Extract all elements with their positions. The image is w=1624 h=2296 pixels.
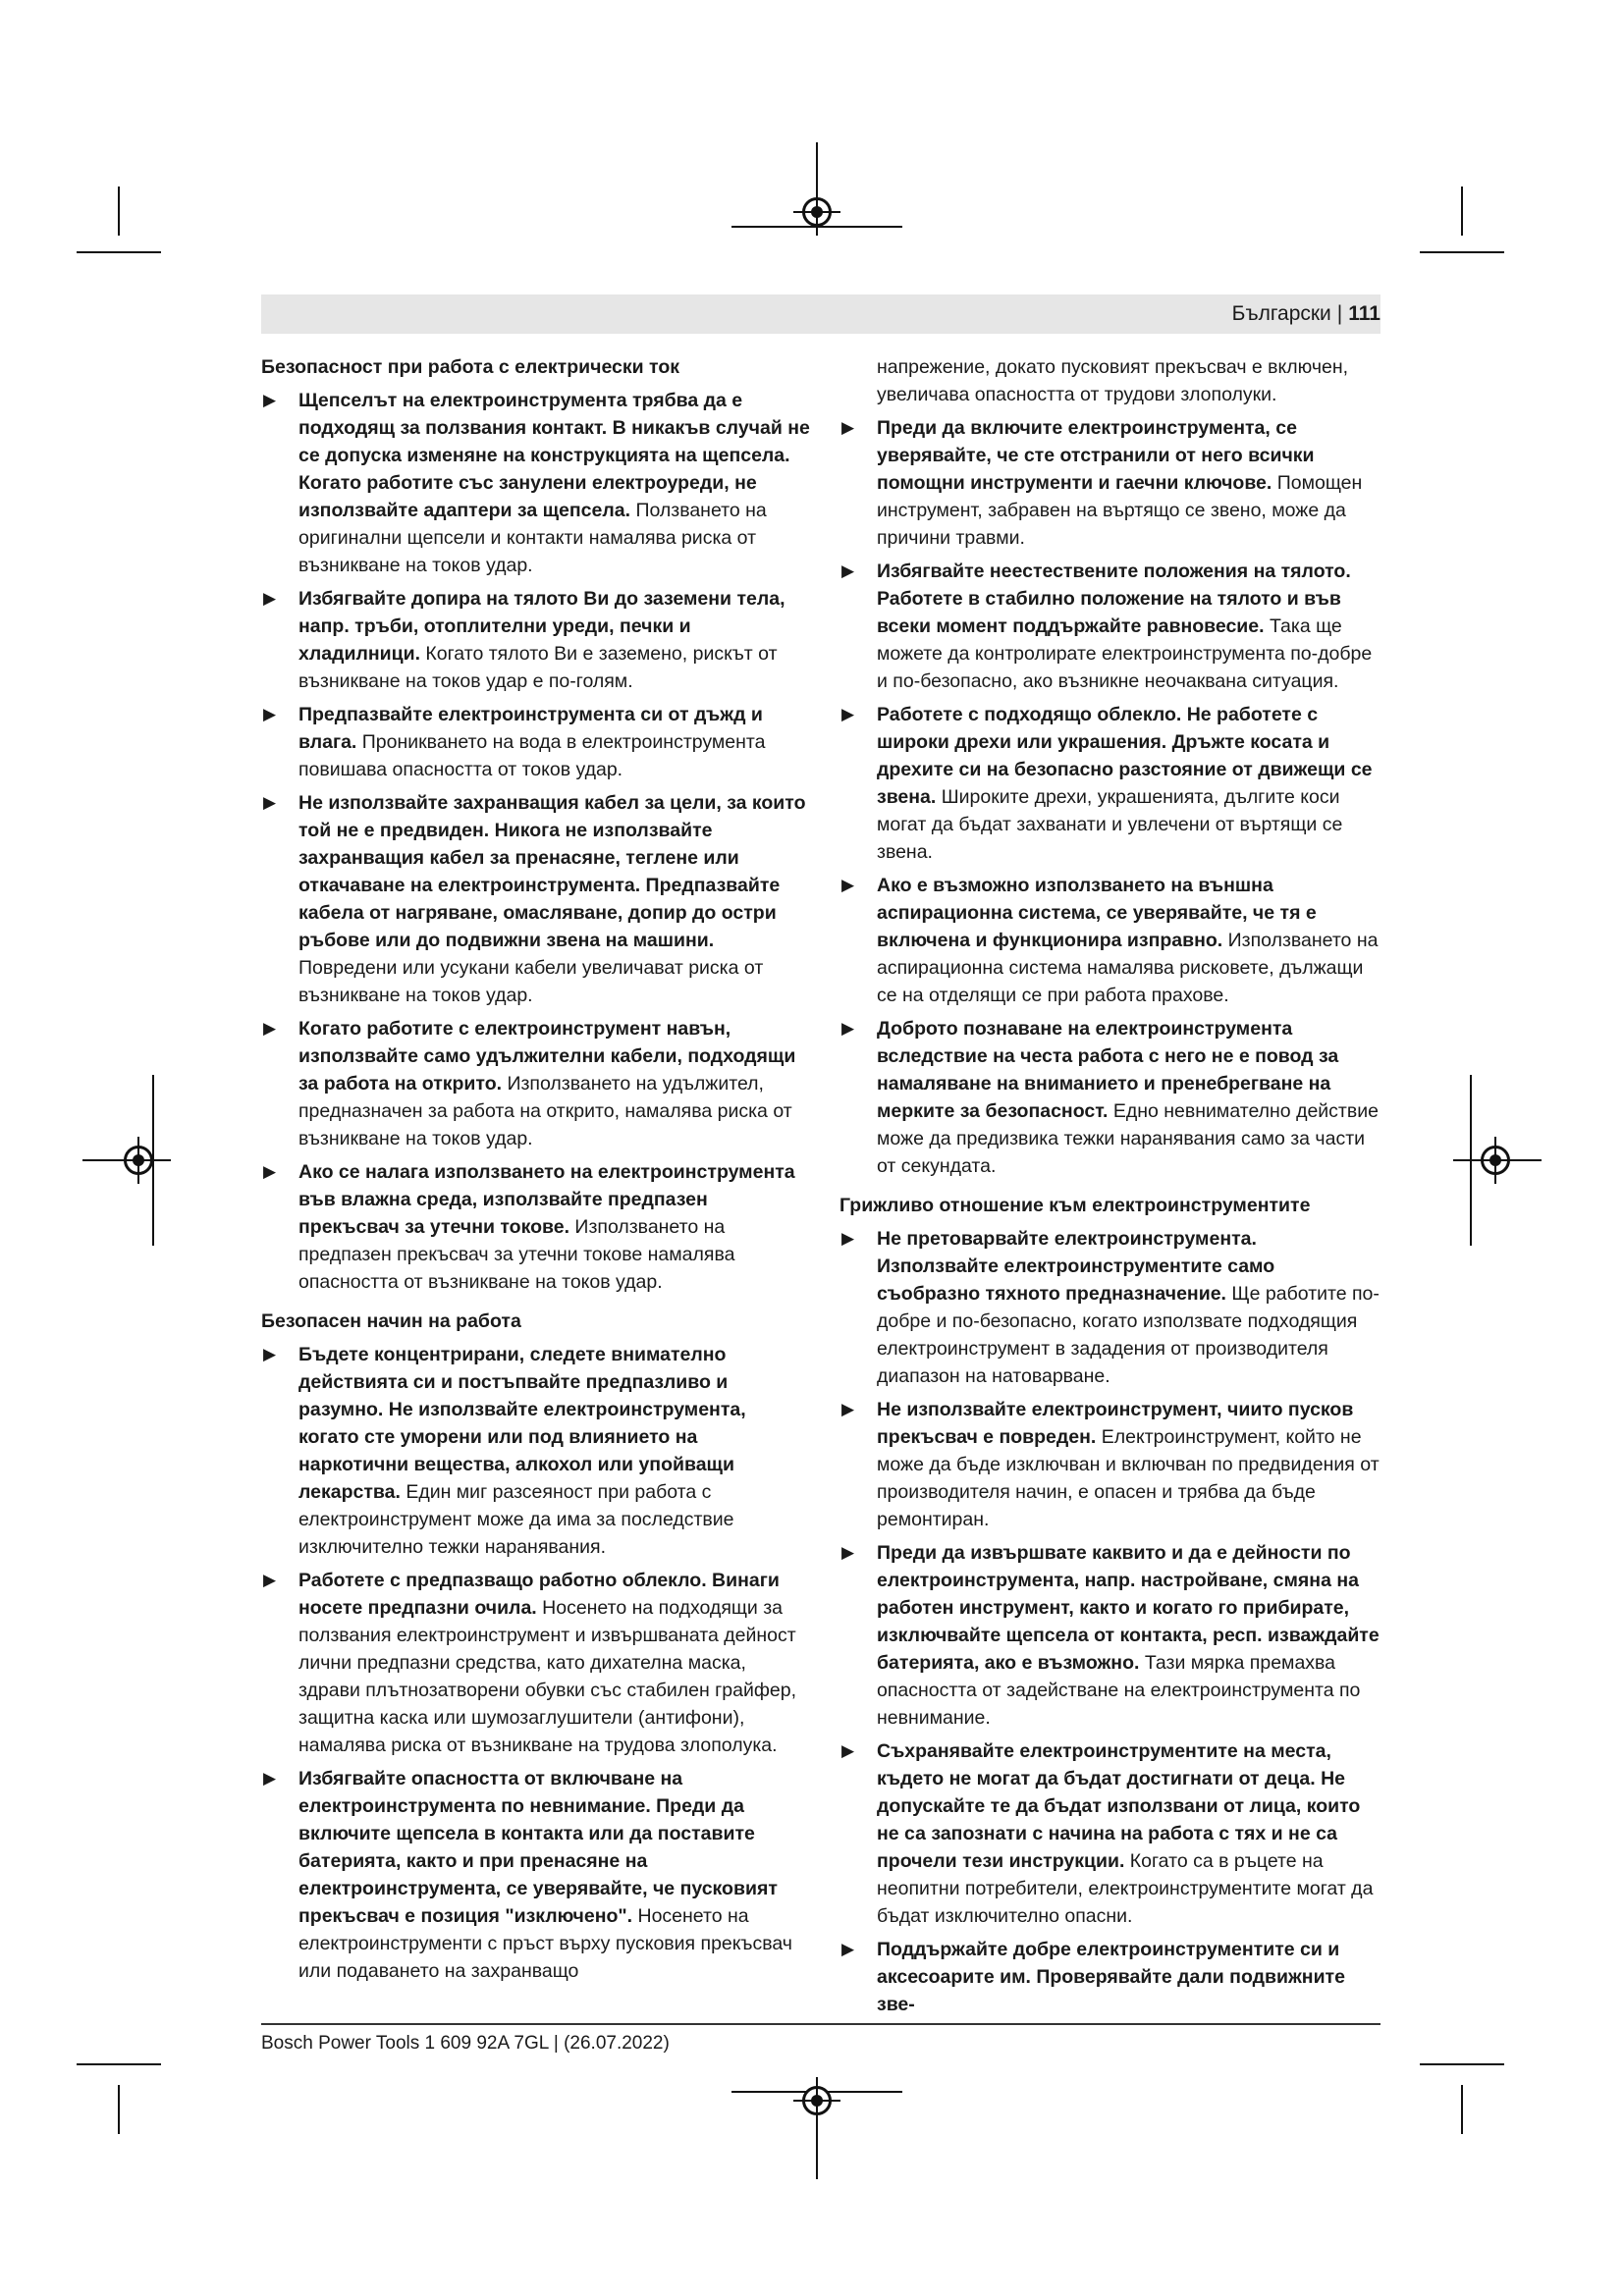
list-item — [839, 1539, 1380, 1732]
item-bold-text: Поддържайте добре електроинструментите си и аксесоарите им. Проверявайте дали подвижните зве- — [877, 1939, 1345, 2015]
list-item — [839, 1737, 1380, 1930]
list-item — [839, 558, 1380, 695]
item-normal-text: Използването на аспирационна система намалява рисковете, дължащи се на отделящи се при работа прахове. — [877, 930, 1379, 1006]
item-normal-text: Носенето на електроинструменти с пръст върху пусковия прекъсвач или подаването на захранващо — [298, 1905, 792, 1982]
list-item — [839, 1015, 1380, 1180]
item-normal-text: Тази мярка премахва опасността от задействане на електроинструмента по невнимание. — [877, 1652, 1361, 1729]
continued-text: напрежение, докато пусковият прекъсвач е включен, увеличава опасността от трудови злополуки. — [877, 356, 1349, 405]
registration-mark-top — [802, 197, 832, 227]
item-bold-text: Не използвайте електроинструмент, чиито пусков прекъсвач е повреден. — [877, 1399, 1354, 1448]
item-bold-text: Не претоварвайте електроинструмента. Използвайте електроинструментите само съобразно тяхното предназначение. — [877, 1228, 1275, 1305]
list-item — [261, 1567, 811, 1759]
left-column — [261, 353, 811, 1991]
bullet-arrow-icon: ▶ — [841, 1019, 855, 1038]
bullet-arrow-icon: ▶ — [263, 1571, 277, 1589]
list-item — [261, 585, 811, 695]
item-normal-text: Повредени или усукани кабели увеличават риска от възникване на токов удар. — [298, 957, 764, 1006]
bullet-arrow-icon: ▶ — [841, 1940, 855, 1958]
bullet-arrow-icon: ▶ — [263, 1019, 277, 1038]
item-bold-text: Съхранявайте електроинструментите на места, където не могат да бъдат достигнати от деца. Не допускайте те да бъдат използвани от лица, които не са запознати с начина на работа с тях и не са прочели тези инструкции. — [877, 1740, 1361, 1872]
item-bold-text: Избягвайте неестествените положения на тялото. Работете в стабилно положение на тялото и във всеки момент поддържайте равновесие. — [877, 561, 1351, 637]
list-item — [261, 1158, 811, 1296]
list-item — [839, 1225, 1380, 1390]
bullet-arrow-icon: ▶ — [841, 1543, 855, 1562]
item-normal-text: Електроинструмент, който не може да бъде изключван и включван по предвидения от производителя начин, е опасен и трябва да бъде ремонтиран. — [877, 1426, 1380, 1530]
section-heading: Грижливо отношение към електроинструментите — [839, 1195, 1311, 1216]
bullet-arrow-icon: ▶ — [263, 1345, 277, 1363]
bullet-arrow-icon: ▶ — [841, 705, 855, 723]
list-item — [261, 701, 811, 783]
item-bold-text: Бъдете концентрирани, следете внимателно действията си и постъпвайте предпазливо и разумно. Не използвайте електроинструмента, когато сте уморени или под влиянието на наркотични вещества, алкохол или упойващи лекарства. — [298, 1344, 746, 1503]
registration-mark-bottom — [802, 2086, 832, 2115]
list-item — [261, 1341, 811, 1561]
list-item — [261, 1765, 811, 1985]
item-normal-text: Когато са в ръцете на неопитни потребители, електроинструментите могат да бъдат изключително опасни. — [877, 1850, 1374, 1927]
list-item — [261, 789, 811, 1009]
registration-mark-right — [1481, 1146, 1510, 1175]
bullet-arrow-icon: ▶ — [263, 391, 277, 409]
bullet-arrow-icon: ▶ — [263, 793, 277, 812]
footer-divider — [261, 2023, 1380, 2025]
crop-mark — [1461, 2085, 1463, 2134]
item-bold-text: Доброто познаване на електроинструмента вследствие на честа работа с него не е повод за намаляване на вниманието и пренебрегване на мерките за безопасност. — [877, 1018, 1339, 1122]
bullet-arrow-icon: ▶ — [841, 1229, 855, 1248]
bullet-arrow-icon: ▶ — [841, 1400, 855, 1418]
right-column — [839, 353, 1380, 2024]
item-bold-text: Преди да включите електроинструмента, се уверявайте, че сте отстранили от него всички помощни инструменти и гаечни ключове. — [877, 417, 1315, 494]
item-normal-text: Когато тялото Ви е заземено, рискът от възникване на токов удар е по-голям. — [298, 643, 778, 692]
item-bold-text: Предпазвайте електроинструмента си от дъжд и влага. — [298, 704, 763, 753]
crop-mark — [816, 2120, 818, 2179]
item-bold-text: Когато работите с електроинструмент навън, използвайте само удължителни кабели, подходящи за работа на открито. — [298, 1018, 796, 1095]
crop-mark — [118, 2085, 120, 2134]
list-item — [839, 701, 1380, 866]
bullet-arrow-icon: ▶ — [263, 705, 277, 723]
list-item — [261, 387, 811, 579]
list-item — [261, 1015, 811, 1152]
item-normal-text: Проникването на вода в електроинструмента повишава опасността от токов удар. — [298, 731, 766, 780]
item-normal-text: Ще работите по-добре и по-безопасно, когато използвате подходящия електроинструмент в зададения от производителя диапазон на натоварване. — [877, 1283, 1380, 1387]
crop-mark — [77, 251, 161, 253]
item-bold-text: Ако е възможно използването на външна аспирационна система, се уверявайте, че тя е включена и функционира изправно. — [877, 875, 1317, 951]
item-normal-text: Използването на удължител, предназначен за работа на открито, намалява риска от възникване на токов удар. — [298, 1073, 792, 1149]
bullet-arrow-icon: ▶ — [841, 418, 855, 437]
crop-mark — [1420, 251, 1504, 253]
item-normal-text: Помощен инструмент, забравен на въртящо се звено, може да причини травми. — [877, 472, 1363, 549]
item-normal-text: Едно невнимателно действие може да предизвика тежки наранявания само за части от секундата. — [877, 1100, 1379, 1177]
header-separator: | — [1336, 302, 1343, 325]
header-band — [261, 294, 1380, 334]
item-normal-text: Така ще можете да контролирате електроинструмента по-добре и по-безопасно, ако възникне неочаквана ситуация. — [877, 615, 1373, 692]
item-normal-text: Един миг разсеяност при работа с електроинструмент може да има за последствие изключително тежки наранявания. — [298, 1481, 734, 1558]
item-bold-text: Избягвайте допира на тялото Ви до заземени тела, напр. тръби, отоплителни уреди, печки и хладилници. — [298, 588, 785, 665]
bullet-arrow-icon: ▶ — [263, 589, 277, 608]
bullet-arrow-icon: ▶ — [263, 1162, 277, 1181]
crop-mark — [1461, 187, 1463, 236]
item-normal-text: Използването на предпазен прекъсвач за утечни токове намалява опасността от възникване на токов удар. — [298, 1216, 735, 1293]
list-item — [839, 872, 1380, 1009]
item-normal-text: Носенето на подходящи за ползвания електроинструмент и извършваната дейност лични предпазни средства, като дихателна маска, здрави плътнозатворени обувки със стабилен грайфер, защитна каска или шумозаглушители (антифони), намалява риска от възникване на трудова злополука. — [298, 1597, 797, 1756]
registration-mark-left — [124, 1146, 153, 1175]
list-item — [839, 414, 1380, 552]
item-bold-text: Щепселът на електроинструмента трябва да е подходящ за ползвания контакт. В никакъв случай не се допуска изменяне на конструкцията на щепсела. Когато работите със занулени електроуреди, не използвайте адаптери за щепсела. — [298, 390, 810, 521]
bullet-arrow-icon: ▶ — [263, 1769, 277, 1788]
item-bold-text: Работете с предпазващо работно облекло. Винаги носете предпазни очила. — [298, 1570, 780, 1619]
item-normal-text: Ползването на оригинални щепсели и контакти намалява риска от възникване на токов удар. — [298, 500, 767, 576]
section-heading: Безопасен начин на работа — [261, 1310, 521, 1332]
item-bold-text: Ако се налага използването на електроинструмента във влажна среда, използвайте предпазен прекъсвач за утечни токове. — [298, 1161, 795, 1238]
crop-mark — [118, 187, 120, 236]
item-bold-text: Избягвайте опасността от включване на електроинструмента по невнимание. Преди да включите щепсела в контакта или да поставите батерията, както и при пренасяне на електроинструмента, се уверявайте, че пусковият прекъсвач е позиция "изключено". — [298, 1768, 778, 1927]
crop-mark — [1420, 2063, 1504, 2065]
list-item — [839, 1396, 1380, 1533]
item-bold-text: Не използвайте захранващия кабел за цели, за които той не е предвиден. Никога не използвайте захранващия кабел за пренасяне, теглене или откачаване на електроинструмента. Предпазвайте кабела от нагряване, омасляване, допир до остри ръбове или до подвижни звена на машини. — [298, 792, 806, 951]
bullet-arrow-icon: ▶ — [841, 876, 855, 894]
section-heading: Безопасност при работа с електрически ток — [261, 356, 680, 378]
page-footer: Bosch Power Tools 1 609 92A 7GL | (26.07.2022) — [261, 2033, 670, 2054]
crop-mark — [77, 2063, 161, 2065]
header-language: Български — [1231, 302, 1331, 325]
bullet-arrow-icon: ▶ — [841, 561, 855, 580]
page-number: 111 — [1348, 302, 1380, 325]
item-normal-text: Широките дрехи, украшенията, дългите коси могат да бъдат захванати и увлечени от въртящи се звена. — [877, 786, 1343, 863]
bullet-arrow-icon: ▶ — [841, 1741, 855, 1760]
item-bold-text: Преди да извършвате каквито и да е дейности по електроинструмента, напр. настройване, смяна на работен инструмент, както и когато го прибирате, изключвайте щепсела от контакта, респ. изваждайте батерията, ако е възможно. — [877, 1542, 1380, 1674]
item-bold-text: Работете с подходящо облекло. Не работете с широки дрехи или украшения. Дръжте косата и дрехите си на безопасно разстояние от движещи се звена. — [877, 704, 1373, 808]
list-item — [839, 1936, 1380, 2018]
page-header — [1232, 298, 1380, 330]
